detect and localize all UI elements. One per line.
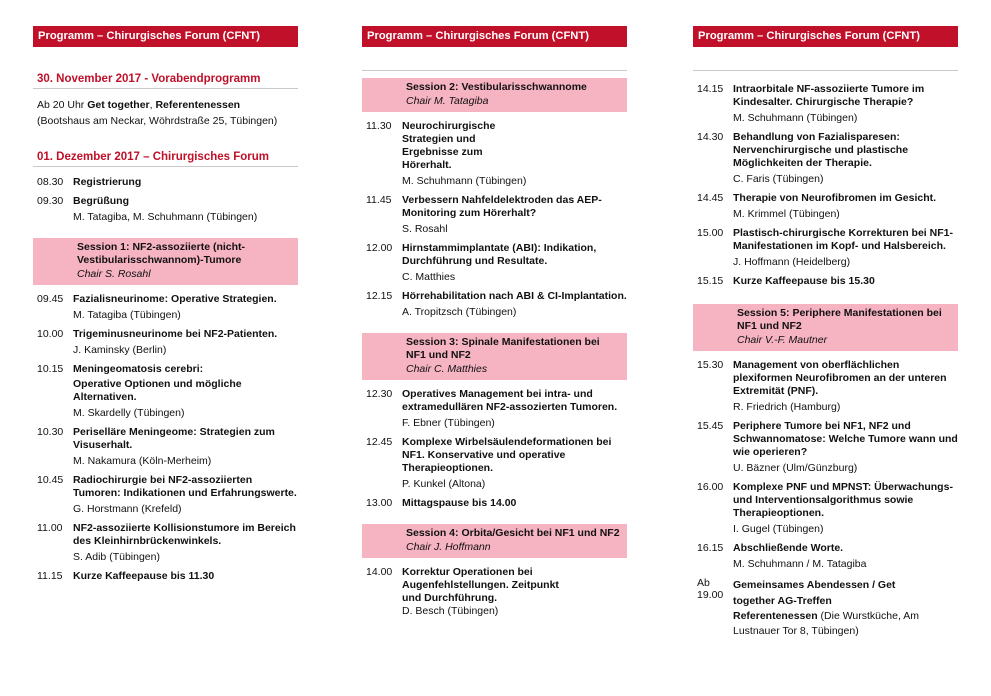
item-time: 08.30: [37, 176, 64, 188]
item-title: Intraorbitale NF-assoziierte Tumore im Kindesalter. Chirurgische Therapie?: [733, 83, 925, 108]
item-time: 14.00: [366, 566, 393, 578]
intro-line-1: [33, 98, 298, 114]
item-time: 09.45: [37, 293, 64, 305]
item-speaker: M. Tatagiba (Tübingen): [73, 309, 181, 321]
program-item: [362, 242, 627, 284]
evening-intro: [33, 98, 298, 129]
item-title: Periphere Tumore bei NF1, NF2 und Schwannomatose: Welche Tumore wann und wie operieren?: [733, 420, 958, 458]
item-title: Hirnstammimplantate (ABI): Indikation, Durchführung und Resultate.: [402, 242, 597, 267]
program-item: [362, 436, 627, 491]
dinner-referentenessen: Referentenessen: [733, 610, 818, 622]
session-title: Session 2: Vestibularisschwannome: [406, 81, 587, 93]
top-rule: [362, 70, 627, 71]
program-item: [362, 194, 627, 236]
item-time: 10.45: [37, 474, 64, 486]
program-item: [33, 363, 298, 420]
item-time: 16.15: [697, 542, 724, 554]
program-item: [693, 192, 958, 221]
item-speaker: M. Schuhmann / M. Tatagiba: [733, 558, 867, 570]
session-4-box: [362, 524, 627, 558]
program-item-break: [362, 497, 627, 510]
item-speaker: C. Matthies: [402, 271, 456, 283]
session-chair: Chair M. Tatagiba: [406, 95, 489, 107]
item-title: Gemeinsames Abendessen / Get together AG-Treffen: [733, 579, 896, 607]
item-title-2: Operative Optionen und mögliche Alternativen.: [73, 378, 242, 403]
item-time: 15.15: [697, 275, 724, 287]
item-title: Fazialisneurinome: Operative Strategien.: [73, 293, 277, 305]
item-title: Operatives Management bei intra- und extramedullären NF2-assozierten Tumoren.: [402, 388, 618, 413]
item-speaker: M. Skardelly (Tübingen): [73, 407, 185, 419]
item-speaker: S. Adib (Tübingen): [73, 551, 160, 563]
session-title: Session 3: Spinale Manifestationen bei NF1 und NF2: [406, 336, 600, 361]
item-time: 11.15: [37, 570, 63, 582]
program-item: [693, 542, 958, 571]
program-item: [33, 195, 298, 224]
program-item-dinner: [693, 577, 958, 639]
program-item: [33, 522, 298, 564]
item-title: Periselläre Meningeome: Strategien zum Visuserhalt.: [73, 426, 275, 451]
item-title: Meningeomatosis cerebri:: [73, 363, 204, 375]
program-item: [693, 481, 958, 536]
item-speaker: I. Gugel (Tübingen): [733, 523, 824, 535]
item-speaker: J. Hoffmann (Heidelberg): [733, 256, 851, 268]
item-title: Neurochirurgische Strategien und Ergebnisse zum Hörerhalt.: [402, 120, 496, 171]
program-item: [362, 566, 627, 618]
item-time: 12.45: [366, 436, 393, 448]
intro-separator: ,: [149, 99, 156, 111]
item-title: Registrierung: [73, 176, 142, 188]
program-item-break: [693, 275, 958, 288]
item-title: Management von oberflächlichen plexiformen Neurofibromen an der unteren Extremität (PNF).: [733, 359, 947, 397]
program-item-break: [33, 570, 298, 583]
item-speaker: U. Bäzner (Ulm/Günzburg): [733, 462, 858, 474]
item-speaker: R. Friedrich (Hamburg): [733, 401, 841, 413]
session-3-box: [362, 333, 627, 380]
item-time: 14.45: [697, 192, 724, 204]
item-title: Komplexe PNF und MPNST: Überwachungs- und Interventionsalgorithmus sowie Therapieoptionen.: [733, 481, 953, 519]
item-speaker: S. Rosahl: [402, 223, 448, 235]
item-title: Verbessern Nahfeldelektroden das AEP-Monitoring zum Hörerhalt?: [402, 194, 602, 219]
item-speaker: M. Schuhmann (Tübingen): [402, 175, 527, 187]
item-speaker: D. Besch (Tübingen): [402, 605, 499, 617]
item-time: 12.30: [366, 388, 393, 400]
item-time: 12.00: [366, 242, 393, 254]
item-speaker: M. Krimmel (Tübingen): [733, 208, 840, 220]
item-time: 14.15: [697, 83, 724, 95]
item-time: 13.00: [366, 497, 393, 509]
program-item: [33, 176, 298, 189]
session-chair: Chair S. Rosahl: [77, 268, 151, 280]
program-item: [693, 131, 958, 186]
program-item: [693, 83, 958, 125]
item-speaker: F. Ebner (Tübingen): [402, 417, 495, 429]
item-time: 15.30: [697, 359, 724, 371]
program-item: [693, 420, 958, 475]
column-1: [33, 0, 298, 589]
session-title: Session 4: Orbita/Gesicht bei NF1 und NF2: [406, 527, 620, 539]
session-title: Session 5: Periphere Manifestationen bei NF1 und NF2: [737, 307, 942, 332]
item-title: Begrüßung: [73, 195, 129, 207]
intro-referentenessen: Referentenessen: [155, 99, 241, 111]
item-time: 12.15: [366, 290, 393, 302]
intro-line-2: (Bootshaus am Neckar, Wöhrdstraße 25, Tübingen): [37, 114, 278, 127]
program-item: [362, 388, 627, 430]
item-speaker: P. Kunkel (Altona): [402, 478, 486, 490]
item-title: Komplexe Wirbelsäulendeformationen bei NF1. Konservative und operative Therapieoptionen.: [402, 436, 612, 474]
item-speaker: J. Kaminsky (Berlin): [73, 344, 167, 356]
item-speaker: M. Schuhmann (Tübingen): [733, 112, 858, 124]
session-chair: Chair V.-F. Mautner: [737, 334, 828, 346]
item-speaker: M. Nakamura (Köln-Merheim): [73, 455, 212, 467]
program-item: [693, 227, 958, 269]
program-item: [693, 359, 958, 414]
day2-rule: [33, 166, 298, 167]
item-time: 10.00: [37, 328, 64, 340]
item-time: Ab 19.00: [697, 577, 724, 601]
item-title: Mittagspause bis 14.00: [402, 497, 517, 509]
program-item: [33, 426, 298, 468]
session-2-box: [362, 78, 627, 112]
program-item: [362, 172, 627, 188]
program-item: [362, 290, 627, 319]
item-title: Therapie von Neurofibromen im Gesicht.: [733, 192, 937, 204]
item-time: 14.30: [697, 131, 724, 143]
day1-rule: [33, 88, 298, 89]
day2-heading: 01. Dezember 2017 – Chirurgisches Forum: [37, 151, 270, 163]
item-title: Abschließende Worte.: [733, 542, 844, 554]
item-title: Korrektur Operationen bei Augenfehlstellungen. Zeitpunkt und Durchführung.: [402, 566, 559, 604]
item-title: Trigeminusneurinome bei NF2-Patienten.: [73, 328, 278, 340]
program-item: [33, 293, 298, 322]
item-time: 16.00: [697, 481, 724, 493]
program-banner: Programm – Chirurgisches Forum (CFNT): [33, 26, 298, 47]
dinner-venue: [733, 609, 958, 624]
item-time: 09.30: [37, 195, 64, 207]
item-title: NF2-assoziierte Kollisionstumore im Bereich des Kleinhirnbrückenwinkels.: [73, 522, 296, 547]
session-chair: Chair C. Matthies: [406, 363, 488, 375]
program-item: [33, 474, 298, 516]
column-3: [693, 0, 958, 645]
session-5-box: [693, 304, 958, 351]
item-speaker: A. Tropitzsch (Tübingen): [402, 306, 517, 318]
item-speaker: M. Tatagiba, M. Schuhmann (Tübingen): [73, 211, 258, 223]
intro-get-together: Get together: [87, 99, 150, 111]
session-chair: Chair J. Hoffmann: [406, 541, 491, 553]
program-item: [33, 328, 298, 357]
dinner-venue-inline: (Die Wurstküche, Am: [817, 610, 919, 622]
item-title: Plastisch-chirurgische Korrekturen bei NF1-Manifestationen im Kopf- und Halsbereich.: [733, 227, 953, 252]
item-speaker: C. Faris (Tübingen): [733, 173, 824, 185]
column-2: [362, 0, 627, 624]
program-banner: Programm – Chirurgisches Forum (CFNT): [362, 26, 627, 47]
item-title: Kurze Kaffeepause bis 11.30: [73, 570, 215, 582]
intro-prefix: Ab 20 Uhr: [37, 99, 88, 111]
session-title: Session 1: NF2-assoziierte (nicht-Vestibularisschwannom)-Tumore: [77, 241, 246, 266]
item-time: 15.00: [697, 227, 724, 239]
item-title: Kurze Kaffeepause bis 15.30: [733, 275, 875, 287]
program-item: [362, 120, 627, 172]
item-title: Radiochirurgie bei NF2-assoziierten Tumoren: Indikationen und Erfahrungswerte.: [73, 474, 297, 499]
item-time: 11.45: [366, 194, 392, 206]
item-time: 11.30: [366, 120, 392, 132]
item-time: 10.15: [37, 363, 64, 375]
item-time: 10.30: [37, 426, 64, 438]
item-time: 11.00: [37, 522, 63, 534]
item-time: 15.45: [697, 420, 724, 432]
dinner-venue-line-2: Lustnauer Tor 8, Tübingen): [733, 625, 859, 637]
session-1-box: [33, 238, 298, 285]
item-title: Behandlung von Fazialisparesen: Nervenchirurgische und plastische Möglichkeiten der Therapie.: [733, 131, 909, 169]
program-banner: Programm – Chirurgisches Forum (CFNT): [693, 26, 958, 47]
item-speaker: G. Horstmann (Krefeld): [73, 503, 182, 515]
item-title: Hörrehabilitation nach ABI & CI-Implantation.: [402, 290, 627, 302]
day1-heading: 30. November 2017 - Vorabendprogramm: [37, 73, 261, 85]
